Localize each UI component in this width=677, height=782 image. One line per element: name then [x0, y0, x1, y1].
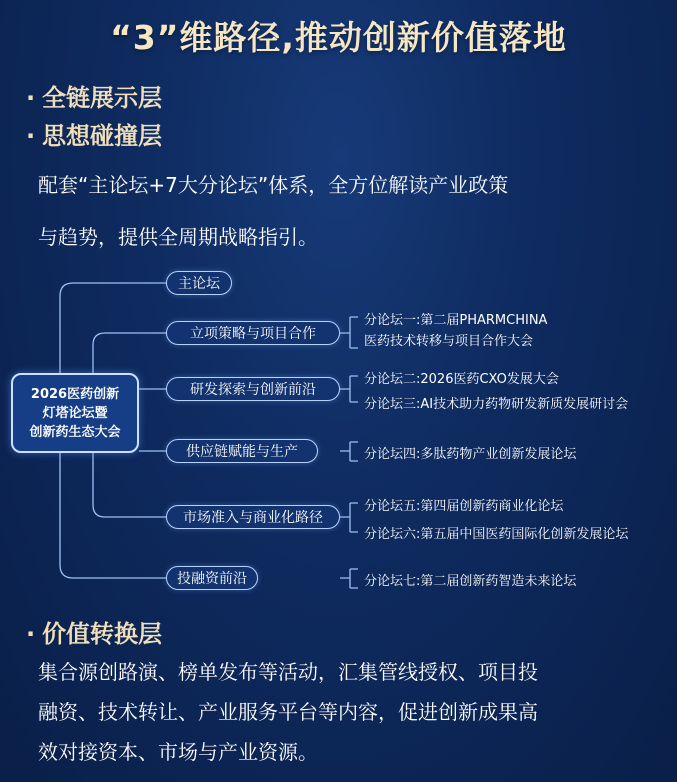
center-line: 2026医药创新	[30, 386, 120, 402]
value-paragraph	[38, 652, 658, 772]
bullet-dot: ·	[26, 84, 36, 112]
section-thought-label: 思想碰撞层	[42, 122, 162, 150]
forum-item: 分论坛六:第五届中国医药国际化创新发展论坛	[364, 527, 629, 542]
bracket-forum-7	[340, 569, 358, 588]
center-line: 灯塔论坛暨	[42, 405, 108, 421]
central-conference-box	[11, 373, 139, 453]
branch-supply-chain: 供应链赋能与生产	[166, 439, 318, 463]
bracket-forum-4	[340, 442, 358, 461]
forum-item: 分论坛四:多肽药物产业创新发展论坛	[364, 447, 577, 462]
value-line: 效对接资本、市场与产业资源。	[38, 740, 318, 764]
bullet-dot: ·	[26, 122, 36, 150]
section-value-layer	[26, 614, 162, 649]
connector-market	[93, 453, 166, 517]
connector-investment	[60, 453, 166, 578]
connector-main	[60, 283, 166, 373]
connector-project	[93, 333, 166, 373]
branch-investment: 投融资前沿	[166, 566, 258, 590]
branch-main-forum: 主论坛	[166, 271, 232, 295]
thought-line: 与趋势，提供全周期战略指引。	[38, 225, 318, 249]
forum-item: 分论坛三:AI技术助力药物研发新质发展研讨会	[364, 397, 629, 412]
page-title: “3”维路径,推动创新价值落地	[110, 18, 567, 57]
section-display-label: 全链展示层	[42, 84, 162, 112]
value-line: 融资、技术转让、产业服务平台等内容，促进创新成果高	[38, 700, 538, 724]
center-line: 创新药生态大会	[29, 424, 121, 440]
bullet-dot: ·	[26, 620, 36, 648]
bracket-forum-1	[340, 317, 358, 348]
forum-item: 分论坛二:2026医药CXO发展大会	[364, 372, 559, 387]
thought-line: 配套“主论坛+7大分论坛”体系，全方位解读产业政策	[38, 173, 509, 197]
branch-market-access: 市场准入与商业化路径	[166, 505, 340, 529]
bracket-forum-5-6	[340, 503, 358, 532]
bracket-forum-2-3	[340, 376, 358, 402]
branch-rnd-frontier: 研发探索与创新前沿	[166, 377, 340, 401]
section-value-label: 价值转换层	[42, 620, 162, 648]
forum-item: 分论坛五:第四届创新药商业化论坛	[364, 499, 564, 514]
value-line: 集合源创路演、榜单发布等活动，汇集管线授权、项目投	[38, 660, 538, 684]
forum-item: 分论坛一:第二届PHARMCHINA	[364, 313, 548, 328]
forum-item: 分论坛七:第二届创新药智造未来论坛	[364, 574, 577, 589]
branch-project-strategy: 立项策略与项目合作	[166, 321, 340, 345]
forum-item: 医药技术转移与项目合作大会	[364, 334, 534, 349]
